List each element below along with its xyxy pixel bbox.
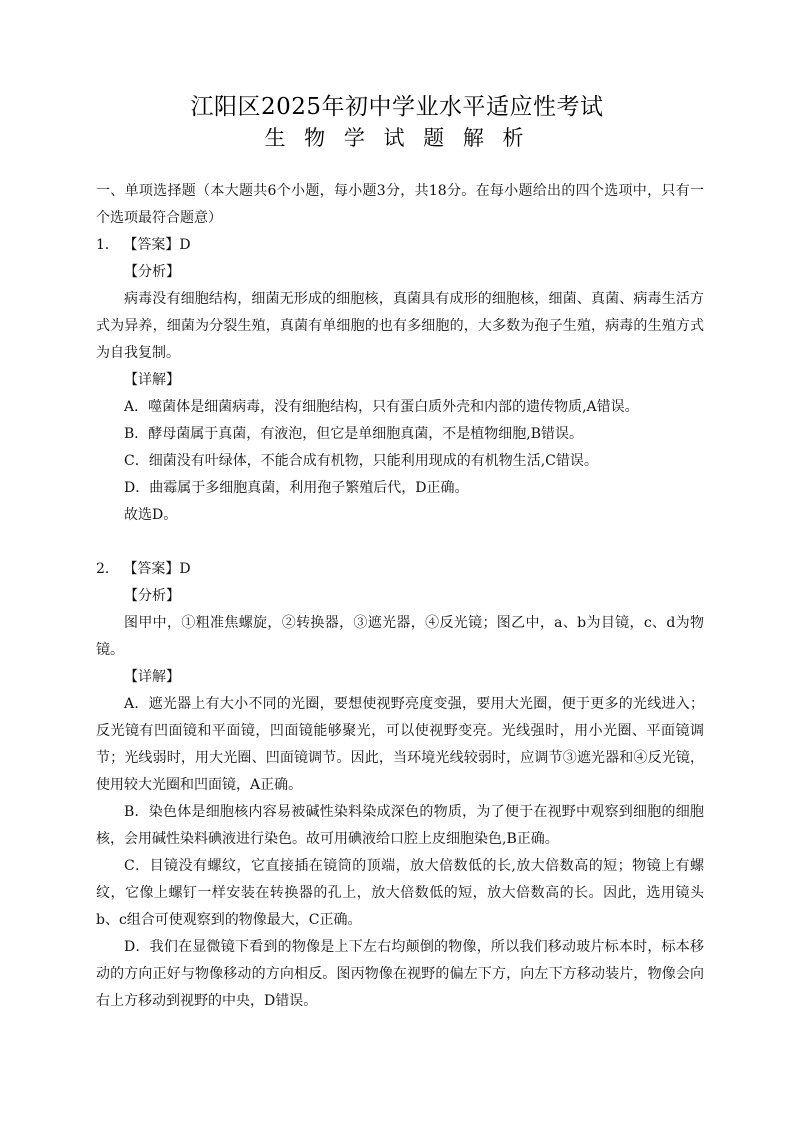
- detail-option-b: B．酵母菌属于真菌，有液泡，但它是单细胞真菌，不是植物细胞,B错误。: [124, 426, 584, 442]
- spacer: [96, 529, 704, 556]
- answer-line: 2． 【答案】D: [96, 561, 191, 577]
- detail-option-a: A．噬菌体是细菌病毒，没有细胞结构，只有蛋白质外壳和内部的遗传物质,A错误。: [124, 399, 639, 415]
- detail-option-a: A．遮光器上有大小不同的光圈，要想使视野亮度变强，要用大光圈，便于更多的光线进入；反光镜有凹面镜和平面镜，凹面镜能够聚光，可以使视野变亮。光线强时，用小光圈、平面镜调节；光线弱时，用大光圈、凹面镜调节。因此，当环境光线较弱时，应调节③遮光器和④反光镜，使用较大光圈和凹面镜，A正确。: [96, 696, 704, 793]
- question-2: [96, 556, 704, 1015]
- analysis-label: 【分析】: [124, 588, 180, 604]
- analysis-label: 【分析】: [124, 264, 180, 280]
- detail-option-d: D．我们在显微镜下看到的物像是上下左右均颠倒的物像，所以我们移动玻片标本时，标本移动的方向正好与物像移动的方向相反。图丙物像在视野的偏左下方，向左下方移动装片，物像会向右上方移动到视野的中央，D错误。: [96, 939, 704, 1009]
- question-1: [96, 232, 704, 529]
- detail-label: 【详解】: [124, 372, 180, 388]
- detail-option-d: D．曲霉属于多细胞真菌，利用孢子繁殖后代，D正确。: [124, 480, 469, 496]
- analysis-text: 图甲中，①粗准焦螺旋，②转换器，③遮光器，④反光镜；图乙中，a、b为目镜，c、d为物镜。: [96, 615, 704, 658]
- detail-option-c: C．细菌没有叶绿体，不能合成有机物，只能利用现成的有机物生活,C错误。: [124, 453, 598, 469]
- document-subtitle: 生 物 学 试 题 解 析: [264, 126, 530, 150]
- detail-label: 【详解】: [124, 669, 180, 685]
- document-title: 江阳区2025年初中学业水平适应性考试: [190, 94, 604, 120]
- detail-option-c: C．目镜没有螺纹，它直接插在镜筒的顶端，放大倍数低的长,放大倍数高的短；物镜上有螺纹，它像上螺钉一样安装在转换器的孔上，放大倍数低的短，放大倍数高的长。因此，选用镜头b、c组合可使观察到的物像最大，C正确。: [96, 858, 704, 928]
- detail-option-b: B．染色体是细胞核内容易被碱性染料染成深色的物质，为了便于在视野中观察到细胞的细胞核，会用碱性染料碘液进行染色。故可用碘液给口腔上皮细胞染色,B正确。: [96, 804, 704, 847]
- section-heading: 一、单项选择题（本大题共6个小题，每小题3分，共18分。在每小题给出的四个选项中，只有一个选项最符合题意）: [96, 183, 704, 226]
- conclusion: 故选D。: [124, 507, 178, 523]
- answer-line: 1． 【答案】D: [96, 237, 191, 253]
- document-body: [96, 178, 704, 1015]
- analysis-text: 病毒没有细胞结构，细菌无形成的细胞核，真菌具有成形的细胞核，细菌、真菌、病毒生活方式为异养，细菌为分裂生殖，真菌有单细胞的也有多细胞的，大多数为孢子生殖，病毒的生殖方式为自我复制。: [96, 291, 704, 361]
